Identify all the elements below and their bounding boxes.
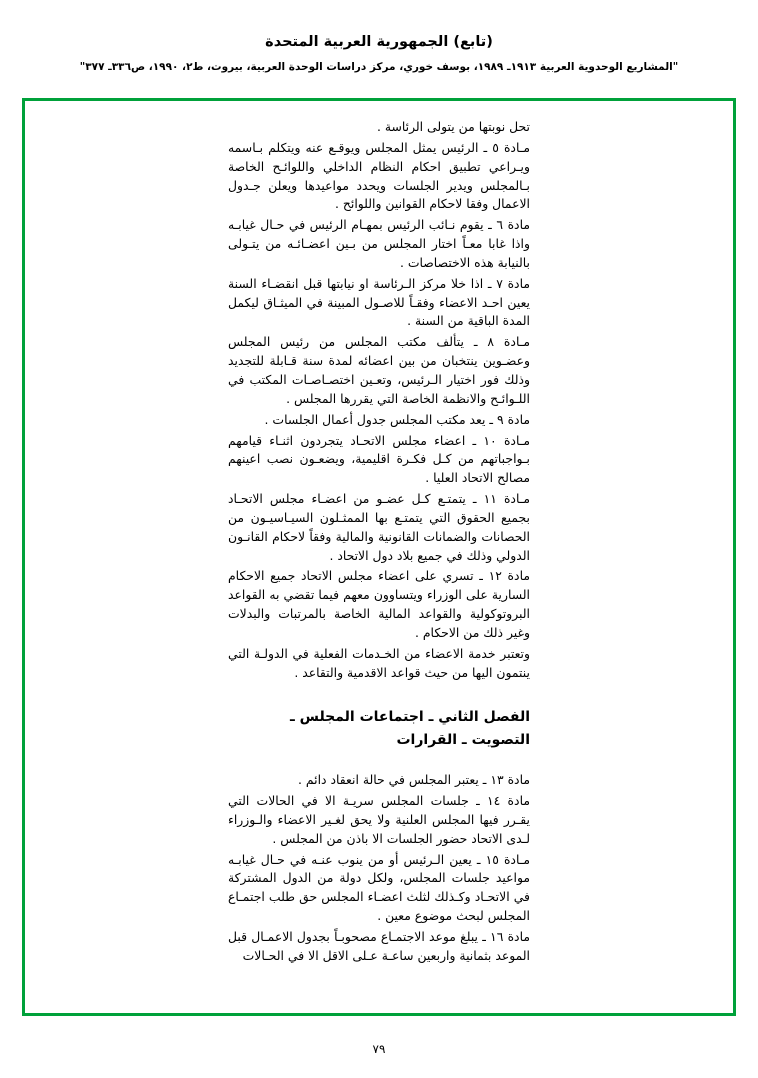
page-number: ٧٩: [372, 1042, 386, 1056]
article-10: مـادة ١٠ ـ اعضاء مجلس الاتحـاد يتجردون اثنـاء قيامهم بـواجباتهم من كـل فكـرة اقليمية، ويضعـون نصب اعينهم مصالح الاتحاد العليا .: [228, 432, 530, 486]
article-13: مادة ١٣ ـ يعتبر المجلس في حالة انعقاد دائم .: [298, 772, 530, 788]
article-14: مادة ١٤ ـ جلسات المجلس سريـة الا في الحالات التي يقـرر فيها المجلس العلنية ولا يحق لغـير الاعضاء والـوزراء لـدى الاتحاد حضور الجلسات الا باذن من المجلس .: [228, 793, 530, 846]
article-5: مـادة ٥ ـ الرئيس يمثل المجلس ويوقـع عنه ويتكلم بـاسمه ويـراعي تطبيق احكام النظام الداخلي واللوائـح الخاصة بـالمجلس ويدير الجلسات ويحدد مواعيدها ويعلن جـدول الاعمال وفقا لاحكام القوانين واللوائح .: [228, 139, 530, 212]
article-15: مـادة ١٥ ـ يعين الـرئيس أو من ينوب عنـه في حـال غيابـه مواعيد جلسات المجلس، ولكل دولة من الدول المشتركة في الاتحـاد وكـذلك لثلث اعضـاء المجلس حق طلب اجتمـاع المجلس لبحث موضوع معين .: [228, 851, 530, 924]
source-citation: "المشاريع الوحدوية العربية ١٩١٣ـ ١٩٨٩، بوسف خوري، مركز دراسات الوحدة العربية، بيروت، ط٢، ١٩٩٠، ص٣٣٦ـ ٣٧٧": [79, 61, 679, 74]
document-header: [0, 0, 758, 75]
article-11: مـادة ١١ ـ يتمتـع كـل عضـو من اعضـاء مجلس الاتحـاد بجميع الحقوق التي يتمتـع بها الممثـلون السيـاسيـون من الحصانات والضمانات القانونية والمالية وفقاً لاحكام القانـون الدولي وذلك في جميع بلاد دول الاتحاد .: [228, 491, 530, 563]
page-title: (تابع) الجمهورية العربية المتحدة: [265, 34, 493, 50]
article-8: مـادة ٨ ـ يتألف مكتب المجلس من رئيس المجلس وعضـوين ينتخبان من بين اعضائه لمدة سنة قـابلة للتجديد وذلك فور اختيار الـرئيس، وتعـين اختصـاصـات المكتب في اللـوائـح والانظمة الخاصة التي يقررها المجلس .: [228, 334, 530, 406]
paragraph-closing: وتعتبر خدمة الاعضاء من الخـدمات الفعلية في الدولـة التي ينتمون اليها من حيث قواعد الاقدمية والتقاعد .: [228, 645, 530, 680]
article-9: مادة ٩ ـ يعد مكتب المجلس جدول أعمال الجلسات .: [264, 411, 530, 427]
article-16: مادة ١٦ ـ يبلغ موعد الاجتمـاع مصحوبـاً بجدول الاعمـال قبل الموعد بثمانية واربعين ساعـة عـلى الاقل الا في الحـالات: [228, 929, 530, 963]
article-12: مادة ١٢ ـ تسري على اعضاء مجلس الاتحاد جميع الاحكام السارية على الوزراء ويتساوون معهم فيما تقضي به القواعد البروتوكولية والقواعد المالية الخاصة بالمرتبات والبدلات وغير ذلك من الاحكام .: [228, 568, 530, 640]
section-heading-line-2: التصويت ـ القرارات: [396, 731, 530, 748]
section-heading-line-1: الفصل الثاني ـ اجتماعات المجلس ـ: [290, 709, 530, 726]
article-6: مادة ٦ ـ يقوم نـائب الرئيس بمهـام الرئيس في حـال غيابـه واذا غابا معـاً اختار المجلس من بـين اعضـائـه من يتـولى بالنيابة هذه الاختصاصات .: [228, 217, 530, 270]
paragraph-intro: تحل نوبتها من يتولى الرئاسة .: [376, 119, 530, 134]
article-7: مادة ٧ ـ اذا خلا مركز الـرئاسة او نيابتها قبل انقضـاء السنة يعين احـد الاعضاء وفقـاً للاصـول المبينة في الميثـاق ليكمل المدة الباقية من السنة .: [228, 275, 530, 329]
document-body: [0, 118, 758, 968]
section-heading: [228, 706, 530, 751]
